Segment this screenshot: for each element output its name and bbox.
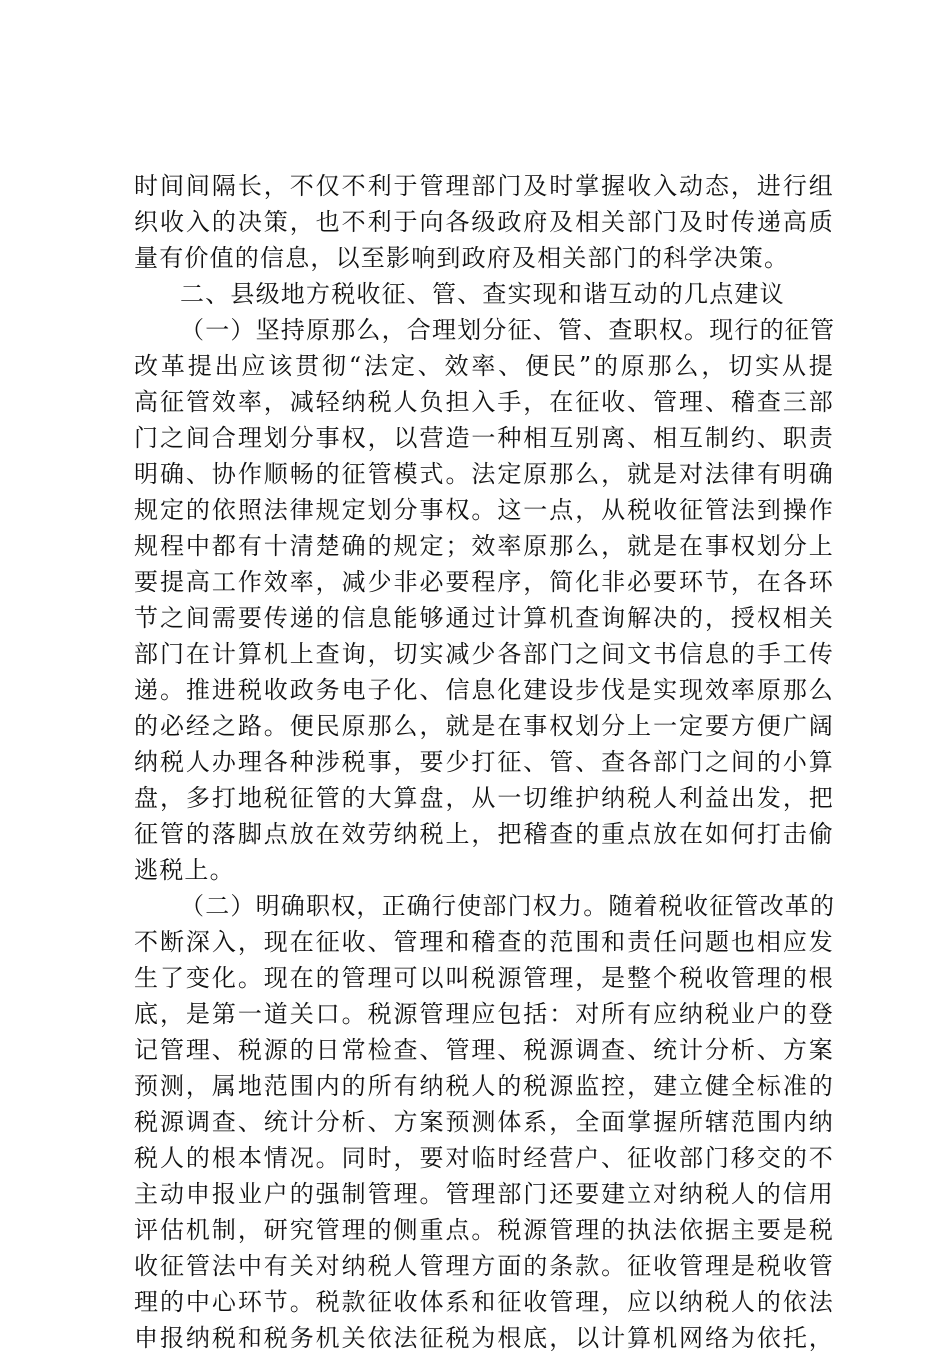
text-line: 申报纳税和税务机关依法征税为根底，以计算机网络为依托，: [134, 1324, 834, 1352]
text-line: 时间间隔长，不仅不利于管理部门及时掌握收入动态，进行组: [134, 172, 834, 200]
section-heading: [134, 276, 834, 312]
text-line: 税人的根本情况。同时，要对临时经营户、征收部门移交的不: [134, 1144, 834, 1172]
text-line: 递。推进税收政务电子化、信息化建设步伐是实现效率原那么: [134, 676, 834, 704]
text-line: 盘，多打地税征管的大算盘，从一切维护纳税人利益出发，把: [134, 784, 834, 812]
text-line: 纳税人办理各种涉税事，要少打征、管、查各部门之间的小算: [134, 748, 834, 776]
text-line: 收征管法中有关对纳税人管理方面的条款。征收管理是税收管: [134, 1252, 834, 1280]
text-line: 评估机制，研究管理的侧重点。税源管理的执法依据主要是税: [134, 1216, 834, 1244]
text-line: 部门在计算机上查询，切实减少各部门之间文书信息的手工传: [134, 640, 834, 668]
text-line: 记管理、税源的日常检查、管理、税源调查、统计分析、方案: [134, 1036, 834, 1064]
text-line: 税源调查、统计分析、方案预测体系，全面掌握所辖范围内纳: [134, 1108, 834, 1136]
paragraph-continued: [134, 168, 834, 276]
paragraph-powers: [134, 888, 834, 1356]
text-line: 织收入的决策，也不利于向各级政府及相关部门及时传递高质: [134, 208, 834, 236]
text-line: 规定的依照法律规定划分事权。这一点，从税收征管法到操作: [134, 496, 834, 524]
text-line: 底，是第一道关口。税源管理应包括：对所有应纳税业户的登: [134, 1000, 834, 1028]
document-page: [134, 168, 834, 1356]
text-line: 生了变化。现在的管理可以叫税源管理，是整个税收管理的根: [134, 964, 834, 992]
text-line: 不断深入，现在征收、管理和稽查的范围和责任问题也相应发: [134, 928, 834, 956]
text-line: 逃税上。: [134, 856, 235, 884]
text-line: （二）明确职权，正确行使部门权力。随着税收征管改革的: [180, 892, 836, 920]
text-line: 的必经之路。便民原那么，就是在事权划分上一定要方便广阔: [134, 712, 834, 740]
text-line: 门之间合理划分事权，以营造一种相互别离、相互制约、职责: [134, 424, 834, 452]
text-line: 改革提出应该贯彻“法定、效率、便民”的原那么，切实从提: [134, 352, 834, 380]
text-line: 要提高工作效率，减少非必要程序，简化非必要环节，在各环: [134, 568, 834, 596]
text-line: 预测，属地范围内的所有纳税人的税源监控，建立健全标准的: [134, 1072, 834, 1100]
text-line: 理的中心环节。税款征收体系和征收管理，应以纳税人的依法: [134, 1288, 834, 1316]
paragraph-principles: [134, 312, 834, 888]
text-line: 节之间需要传递的信息能够通过计算机查询解决的，授权相关: [134, 604, 834, 632]
text-line: 规程中都有十清楚确的规定；效率原那么，就是在事权划分上: [134, 532, 834, 560]
text-line: 量有价值的信息，以至影响到政府及相关部门的科学决策。: [134, 244, 790, 272]
section-heading-text: 二、县级地方税收征、管、查实现和谐互动的几点建议: [180, 280, 785, 308]
text-line: （一）坚持原那么，合理划分征、管、查职权。现行的征管: [180, 316, 836, 344]
text-line: 征管的落脚点放在效劳纳税上，把稽查的重点放在如何打击偷: [134, 820, 834, 848]
text-line: 主动申报业户的强制管理。管理部门还要建立对纳税人的信用: [134, 1180, 834, 1208]
text-line: 明确、协作顺畅的征管模式。法定原那么，就是对法律有明确: [134, 460, 834, 488]
text-line: 高征管效率，减轻纳税人负担入手，在征收、管理、稽查三部: [134, 388, 834, 416]
